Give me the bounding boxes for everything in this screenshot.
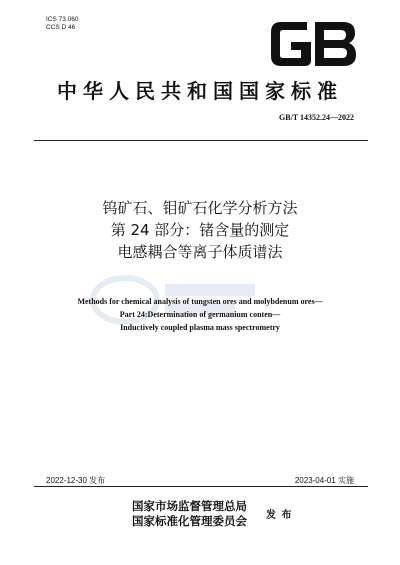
issuing-authorities <box>132 499 247 529</box>
issue-action: 发 布 <box>266 510 293 521</box>
standard-number: GB/T 14352.24—2022 <box>279 113 354 122</box>
top-divider <box>34 140 368 141</box>
title-en-line-1: Methods for chemical analysis of tungsten ores and molybdenum ores— <box>77 297 323 306</box>
effective-date: 2023-04-01 实施 <box>294 476 354 485</box>
ccs-code: CCS D 46 <box>46 24 76 31</box>
standard-name: 中华人民共和国国家标准 <box>57 79 343 103</box>
title-en-line-3: Inductively coupled plasma mass spectrometry <box>120 323 280 332</box>
title-cn-line-3: 电感耦合等离子体质谱法 <box>117 243 283 261</box>
issuer-samr: 国家市场监督管理总局 <box>132 499 247 513</box>
title-en-line-2: Part 24:Determination of germanium conten— <box>119 310 281 319</box>
title-cn-line-2: 第 24 部分：锗含量的测定 <box>110 221 290 239</box>
classification-codes <box>46 16 79 32</box>
issue-date: 2022-12-30 发布 <box>46 476 106 485</box>
gb-logo-icon <box>267 16 359 72</box>
title-cn-line-1: 钨矿石、钼矿石化学分析方法 <box>102 199 298 217</box>
bottom-divider <box>34 486 368 487</box>
ics-code: ICS 73.060 <box>46 16 79 23</box>
issuer-sac: 国家标准化管理委员会 <box>132 514 247 528</box>
